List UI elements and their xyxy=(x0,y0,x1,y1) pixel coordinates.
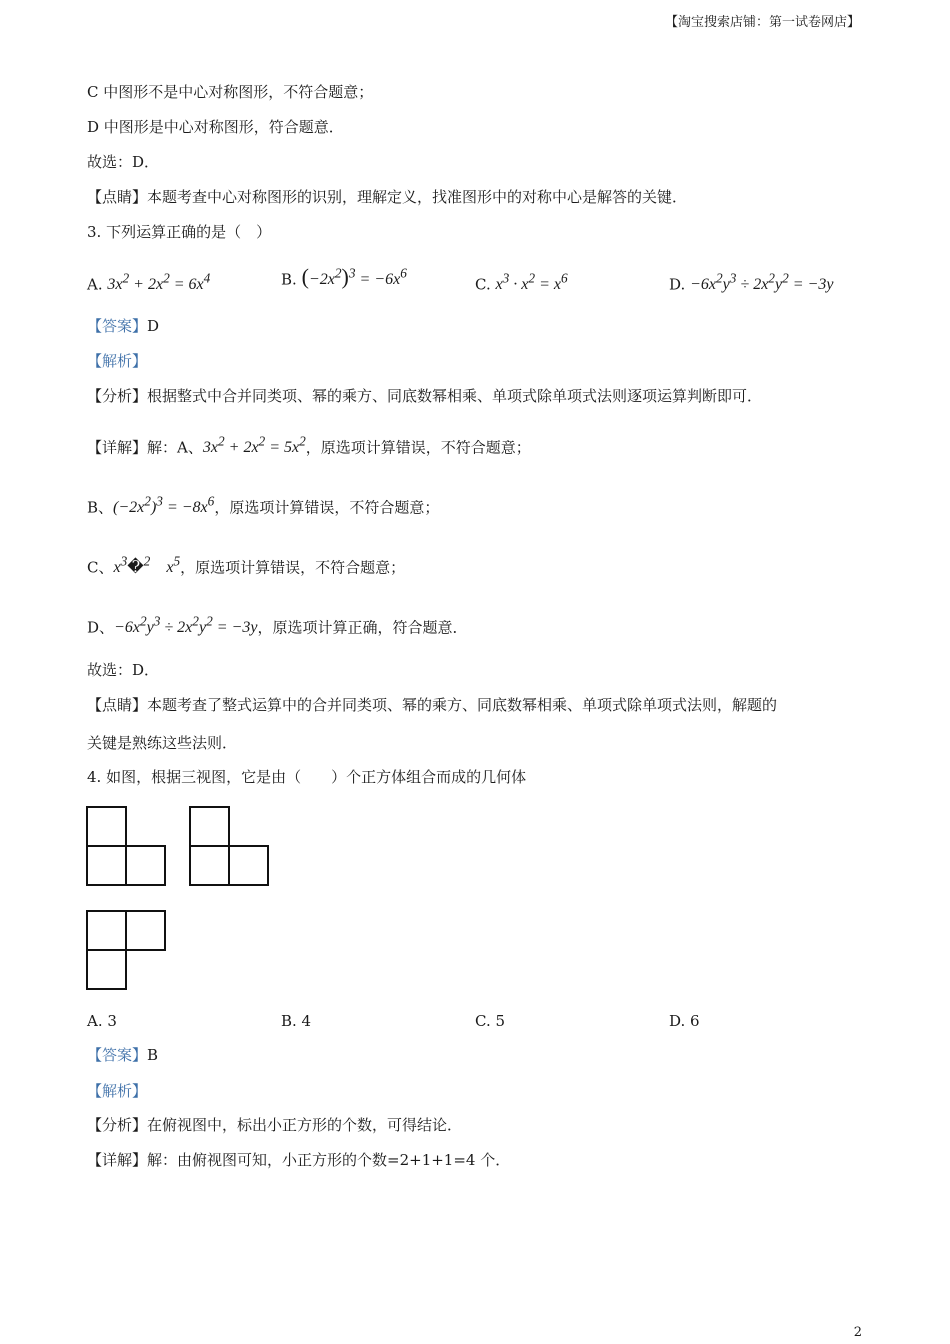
detail-c-pre: C、 xyxy=(87,558,114,577)
analysis-text: 根据整式中合并同类项、幂的乘方、同底数幂相乘、单项式除单项式法则逐项运算判断即可． xyxy=(147,387,763,405)
choose-3: 故选：D． xyxy=(87,661,160,679)
q3-option-b xyxy=(281,263,407,291)
formula: $3x^2 + 2x^2 = 6x^4$ xyxy=(107,271,211,294)
remark-q2 xyxy=(87,187,687,207)
answer-3 xyxy=(87,316,159,336)
line-d-central: D 中图形是中心对称图形，符合题意． xyxy=(87,118,344,136)
detail-4 xyxy=(87,1150,510,1170)
remark-tag: 【点睛】 xyxy=(87,696,148,714)
detail-a-post: ，原选项计算错误，不符合题意； xyxy=(305,438,531,457)
q3-option-a xyxy=(87,268,210,296)
q3-option-c xyxy=(475,268,568,296)
line-c-not-central: C 中图形不是中心对称图形，不符合题意； xyxy=(87,83,374,101)
formula: $3x^2 + 2x^2 = 5x^2$ xyxy=(202,434,306,457)
detail-tag: 【详解】 xyxy=(87,438,148,457)
remark-tag: 【点睛】 xyxy=(87,188,148,206)
answer-4 xyxy=(87,1045,158,1065)
detail-tag: 【详解】 xyxy=(87,1151,148,1169)
q3-option-d xyxy=(669,268,833,296)
remark-3 xyxy=(87,695,777,715)
formula: $x^3�^2$ $x^5$ xyxy=(113,554,181,577)
front-view-figure xyxy=(86,806,166,886)
line-choose-d: 故选：D． xyxy=(87,153,160,171)
detail-d-pre: D、 xyxy=(87,618,115,637)
remark-3-cont: 关键是熟练这些法则． xyxy=(87,734,238,752)
q4-option-d: D. 6 xyxy=(669,1012,700,1030)
answer-value: D xyxy=(147,317,160,335)
remark-text-1: 本题考查了整式运算中的合并同类项、幂的乘方、同底数幂相乘、单项式除单项式法则，解题的 xyxy=(147,696,778,714)
formula: $(-2x^2)^3 = -6x^6$ xyxy=(301,264,407,290)
analysis-tag-3: 【解析】 xyxy=(87,352,148,370)
analysis-text: 在俯视图中，标出小正方形的个数，可得结论． xyxy=(147,1116,463,1134)
analysis-3 xyxy=(87,386,762,406)
detail-a-pre: 解：A、 xyxy=(147,438,203,457)
detail-b-post: ，原选项计算错误，不符合题意； xyxy=(214,498,440,517)
q4-option-b: B. 4 xyxy=(281,1012,312,1030)
page-header: 【淘宝搜索店铺：第一试卷网店】 xyxy=(664,15,860,30)
detail-a xyxy=(87,432,531,458)
remark-text: 本题考查中心对称图形的识别，理解定义，找准图形中的对称中心是解答的关键． xyxy=(147,188,688,206)
formula: $-6x^2y^3 \div 2x^2y^2 = -3y$ xyxy=(690,271,834,294)
q4-option-c: C. 5 xyxy=(475,1012,506,1030)
analysis-4 xyxy=(87,1115,462,1135)
formula: $(-2x^2)^3 = -8x^6$ xyxy=(113,494,215,517)
question-4: 4. 如图，根据三视图，它是由（ ）个正方体组合而成的几何体 xyxy=(87,768,527,786)
option-label: C. xyxy=(475,275,491,294)
option-label: B. xyxy=(281,270,297,289)
top-view-figure xyxy=(86,910,166,990)
detail-b xyxy=(87,492,439,518)
option-label: D. xyxy=(669,275,686,294)
formula: $-6x^2y^3 \div 2x^2y^2 = -3y$ xyxy=(114,614,258,637)
answer-value: B xyxy=(147,1046,159,1064)
q4-option-a: A. 3 xyxy=(87,1012,117,1030)
answer-tag: 【答案】 xyxy=(87,1046,148,1064)
detail-text: 解：由俯视图可知，小正方形的个数=2+1+1=4 个． xyxy=(147,1151,511,1169)
option-label: A. xyxy=(87,275,103,294)
question-3: 3. 下列运算正确的是（ ） xyxy=(87,223,272,241)
analysis-tag-4: 【解析】 xyxy=(87,1082,148,1100)
detail-c xyxy=(87,552,405,578)
side-view-figure xyxy=(189,806,269,886)
detail-d-post: ，原选项计算正确，符合题意． xyxy=(257,618,468,637)
answer-tag: 【答案】 xyxy=(87,317,148,335)
analysis-label: 【分析】 xyxy=(87,1116,148,1134)
page-number: 2 xyxy=(853,1325,862,1340)
formula: $x^3 \cdot x^2 = x^6$ xyxy=(495,271,568,294)
detail-c-post: ，原选项计算错误，不符合题意； xyxy=(180,558,406,577)
detail-b-pre: B、 xyxy=(87,498,114,517)
detail-d xyxy=(87,612,467,638)
analysis-label: 【分析】 xyxy=(87,387,148,405)
